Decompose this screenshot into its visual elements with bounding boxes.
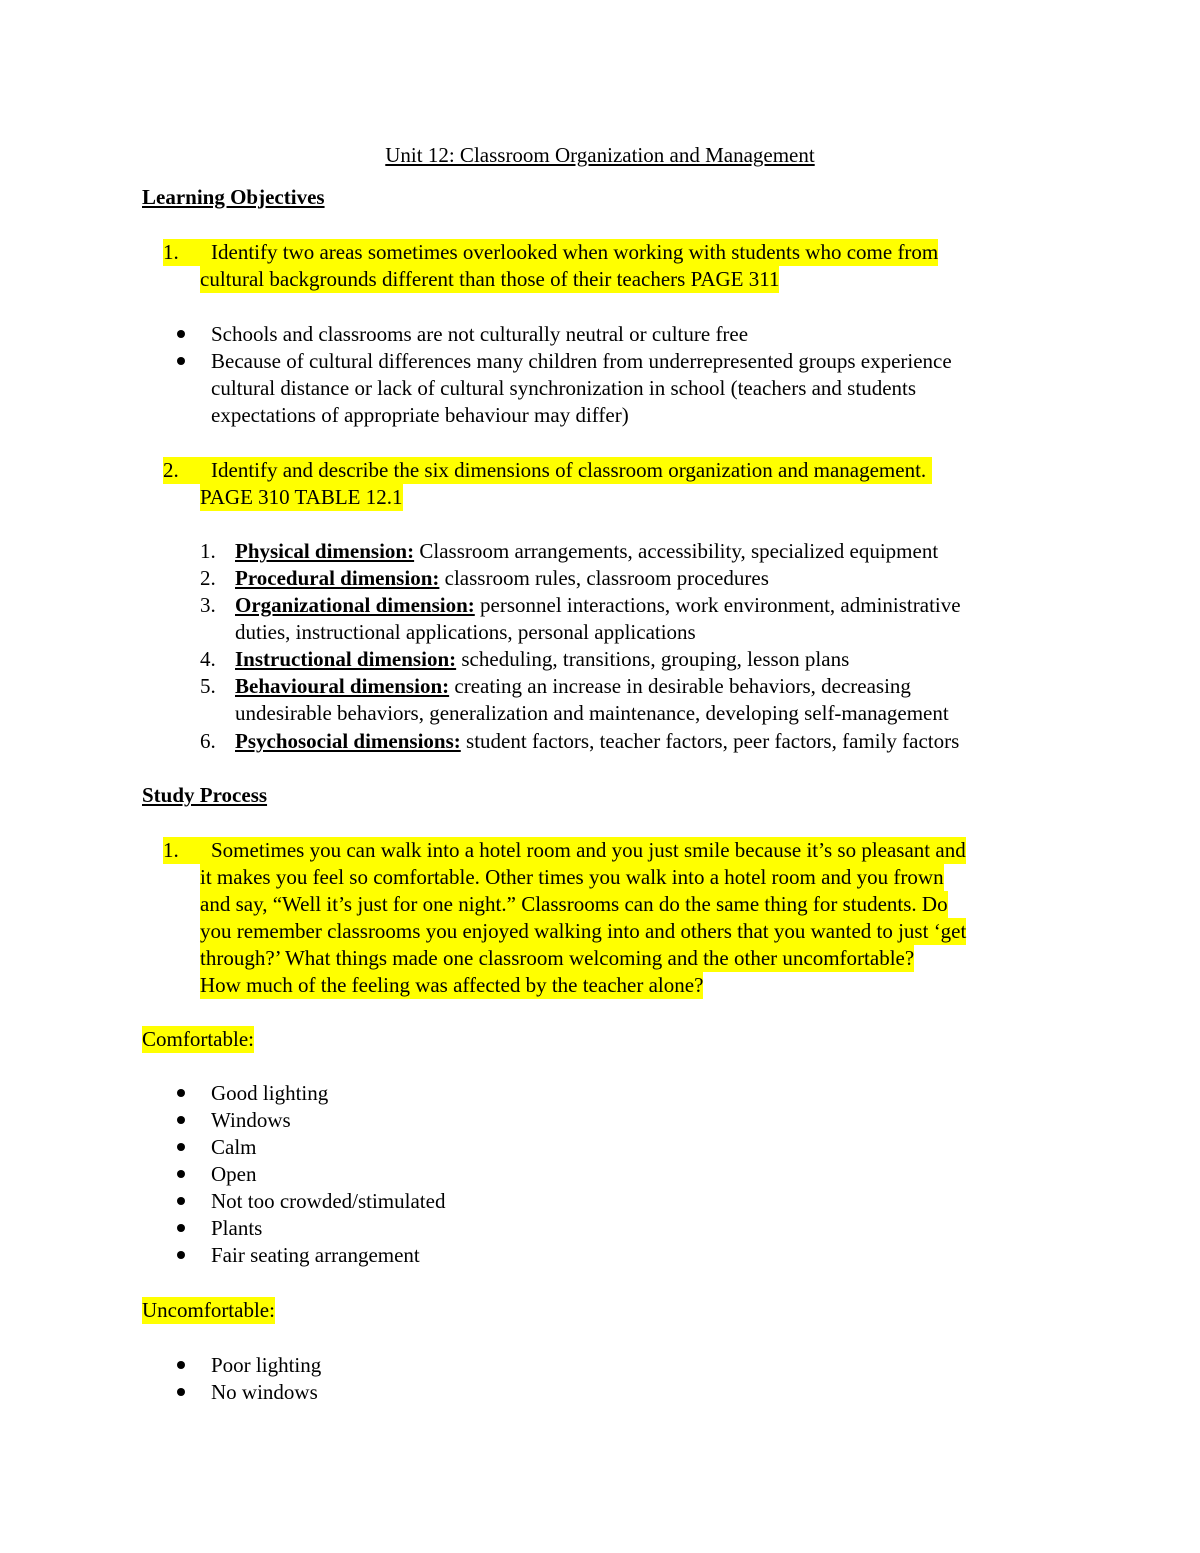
dimension-term: Physical dimension: [235,539,415,563]
comfortable-item: Windows [211,1108,291,1132]
dimension-number: 4. [200,647,216,671]
objective-1-line-1: Identify two areas sometimes overlooked when working with students who come from [203,239,938,266]
dimension-term: Procedural dimension: [235,566,440,590]
bullet-icon [177,1116,185,1124]
objective-2-line-1: Identify and describe the six dimensions of classroom organization and management. [203,457,932,484]
comfortable-item: Open [211,1162,257,1186]
study-question-1-line: you remember classrooms you enjoyed walking into and others that you wanted to just ‘get [200,919,967,943]
dimension-description: creating an increase in desirable behaviors, decreasing [449,674,911,698]
dimension-item [235,728,959,755]
dimension-item [235,565,769,592]
dimension-continuation: undesirable behaviors, generalization and maintenance, developing self-management [235,701,949,725]
bullet-icon [177,1388,185,1396]
objective-1-bullet-2-line-1: Because of cultural differences many children from underrepresented groups experience [211,349,952,373]
bullet-icon [177,1224,185,1232]
objective-1-bullet-1: Schools and classrooms are not culturally neutral or culture free [211,322,749,346]
study-process-heading: Study Process [142,783,268,807]
bullet-icon [177,1170,185,1178]
dimension-description: personnel interactions, work environment, administrative [474,593,961,617]
comfortable-item: Calm [211,1135,257,1159]
dimension-number: 3. [200,593,216,617]
dimension-term: Instructional dimension: [235,647,457,671]
learning-objectives-heading: Learning Objectives [142,185,325,209]
dimension-description: scheduling, transitions, grouping, lesson plans [456,647,850,671]
dimension-item [235,592,961,619]
objective-2-number: 2. [163,457,219,484]
objective-1-bullet-2-line-3: expectations of appropriate behaviour may differ) [211,403,629,427]
comfortable-item: Good lighting [211,1081,329,1105]
bullet-icon [177,1251,185,1259]
comfortable-label: Comfortable: [142,1027,254,1051]
dimension-description: classroom rules, classroom procedures [439,566,769,590]
comfortable-item: Fair seating arrangement [211,1243,420,1267]
objective-1-number: 1. [163,239,219,266]
objective-2-line-2: PAGE 310 TABLE 12.1 [200,485,403,509]
objective-1-bullet-2-line-2: cultural distance or lack of cultural synchronization in school (teachers and students [211,376,917,400]
comfortable-item: Not too crowded/stimulated [211,1189,446,1213]
bullet-icon [177,1197,185,1205]
study-question-1-number: 1. [163,837,219,864]
dimension-item [235,538,938,565]
dimension-term: Psychosocial dimensions: [235,729,461,753]
dimension-number: 1. [200,539,216,563]
bullet-icon [177,330,185,338]
uncomfortable-item: No windows [211,1380,318,1404]
page-title: Unit 12: Classroom Organization and Management [385,143,815,167]
bullet-icon [177,1089,185,1097]
study-question-1-line: it makes you feel so comfortable. Other times you walk into a hotel room and you frown [200,865,944,889]
dimension-description: Classroom arrangements, accessibility, specialized equipment [414,539,939,563]
dimension-number: 2. [200,566,216,590]
study-question-1-line: Sometimes you can walk into a hotel room and you just smile because it’s so pleasant and [203,837,966,864]
uncomfortable-item: Poor lighting [211,1353,322,1377]
dimension-number: 6. [200,729,216,753]
objective-1-line-2: cultural backgrounds different than those of their teachers PAGE 311 [200,267,780,291]
dimension-continuation: duties, instructional applications, personal applications [235,620,696,644]
dimension-item [235,646,849,673]
dimension-item [235,673,911,700]
bullet-icon [177,357,185,365]
study-question-1-line: through?’ What things made one classroom welcoming and the other uncomfortable? [200,946,915,970]
bullet-icon [177,1143,185,1151]
study-question-1-line: How much of the feeling was affected by the teacher alone? [200,973,704,997]
bullet-icon [177,1361,185,1369]
dimension-number: 5. [200,674,216,698]
dimension-description: student factors, teacher factors, peer factors, family factors [460,729,960,753]
uncomfortable-label: Uncomfortable: [142,1298,275,1322]
comfortable-item: Plants [211,1216,263,1240]
dimension-term: Organizational dimension: [235,593,475,617]
study-question-1-line: and say, “Well it’s just for one night.” Classrooms can do the same thing for students. Do [200,892,948,916]
dimension-term: Behavioural dimension: [235,674,450,698]
